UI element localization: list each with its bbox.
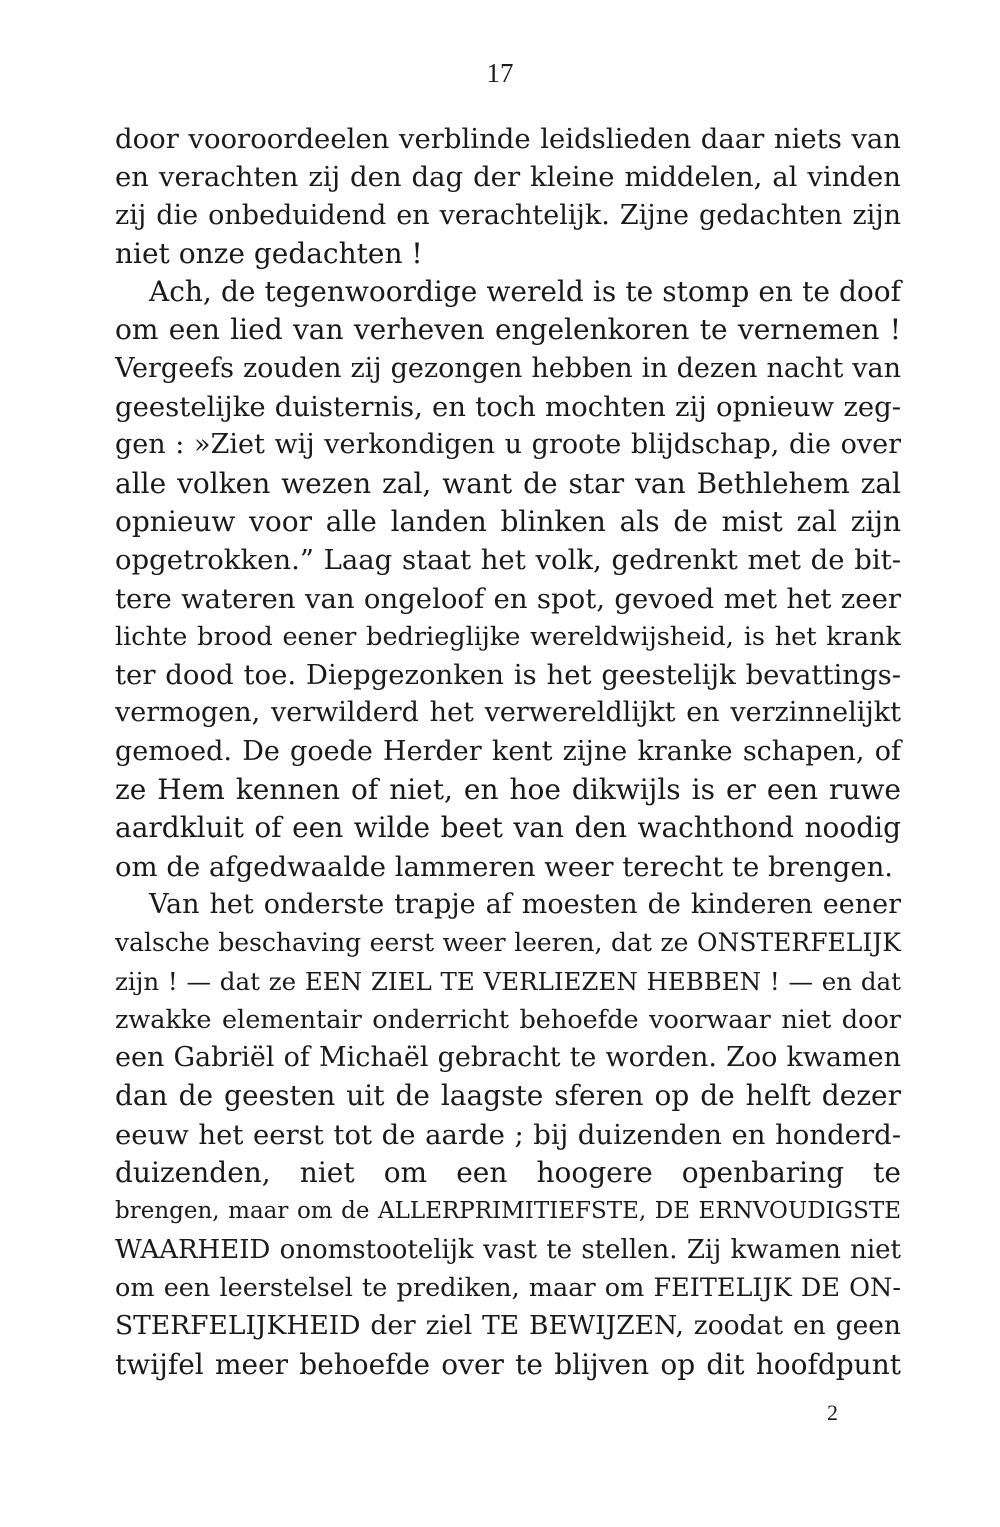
text-line: om een leerstelsel te prediken, maar om FEITELIJK DE ON- — [115, 1272, 901, 1303]
text-line: brengen, maar om de ALLERPRIMITIEFSTE, DE ERNVOUDIGSTE — [115, 1198, 901, 1225]
text-line: twijfel meer behoefde over te blijven op dit hoofdpunt — [115, 1347, 901, 1381]
text-line: lichte brood eener bedrieglijke wereldwijsheid, is het krank — [115, 621, 901, 652]
text-line: opgetrokken.” Laag staat het volk, gedrenkt met de bit- — [115, 544, 901, 577]
text-line: een Gabriël of Michaël gebracht te worden. Zoo kwamen — [115, 1042, 901, 1074]
text-line: dan de geesten uit de laagste sferen op de helft dezer — [115, 1079, 901, 1113]
page-number: 17 — [486, 58, 514, 88]
text-line: gemoed. De goede Herder kent zijne kranke schapen, of — [115, 735, 901, 767]
paragraph-start: Ach, de tegenwoordige wereld is te stomp en te doof — [149, 275, 901, 309]
text-line: vermogen, verwilderd het verwereldlijkt en verzinnelijkt — [115, 697, 901, 729]
text-line: alle volken wezen zal, want de star van Bethlehem zal — [115, 466, 901, 500]
text-line: ze Hem kennen of niet, en hoe dikwijls is er een ruwe — [115, 773, 901, 807]
text-line: opnieuw voor alle landen blinken als de mist zal zijn — [115, 504, 901, 538]
text-line: gen : »Ziet wij verkondigen u groote blijdschap, die over — [115, 429, 901, 461]
text-line: door vooroordeelen verblinde leidslieden daar niets van — [115, 123, 901, 155]
text-line: en verachten zij den dag der kleine middelen, al vinden — [115, 161, 901, 194]
text-line: valsche beschaving eerst weer leeren, dat ze ONSTERFELIJK — [115, 928, 901, 958]
text-line: aardkluit of een wilde beet van den wachthond noodig — [115, 811, 901, 845]
text-line: om een lied van verheven engelenkoren te vernemen ! — [115, 313, 901, 347]
text-line: STERFELIJKHEID der ziel TE BEWIJZEN, zoodat en geen — [115, 1310, 901, 1342]
paragraph-start: Van het onderste trapje af moesten de kinderen eener — [149, 888, 901, 920]
text-line: zwakke elementair onderricht behoefde voorwaar niet door — [115, 1004, 901, 1035]
signature-mark: 2 — [827, 1400, 838, 1425]
text-line: geestelijke duisternis, en toch mochten zij opnieuw zeg- — [115, 391, 901, 424]
text-line: zijn ! — dat ze EEN ZIEL TE VERLIEZEN HEBBEN ! — en dat — [115, 966, 901, 996]
text-line: ter dood toe. Diepgezonken is het geestelijk bevattings- — [115, 659, 901, 692]
text-line: om de afgedwaalde lammeren weer terecht te brengen. — [115, 850, 894, 883]
text-line: eeuw het eerst tot de aarde ; bij duizenden en honderd- — [115, 1118, 901, 1151]
text-line: duizenden, niet om een hoogere openbaring te — [115, 1156, 901, 1190]
text-line: WAARHEID onomstootelijk vast te stellen. Zij kwamen niet — [115, 1234, 901, 1265]
text-line: tere wateren van ongeloof en spot, gevoed met het zeer — [115, 582, 901, 615]
text-line: niet onze gedachten ! — [115, 236, 423, 270]
text-line: zij die onbeduidend en verachtelijk. Zijne gedachten zijn — [115, 199, 901, 231]
text-line: Vergeefs zouden zij gezongen hebben in dezen nacht van — [115, 352, 901, 384]
body-text — [115, 120, 901, 1384]
